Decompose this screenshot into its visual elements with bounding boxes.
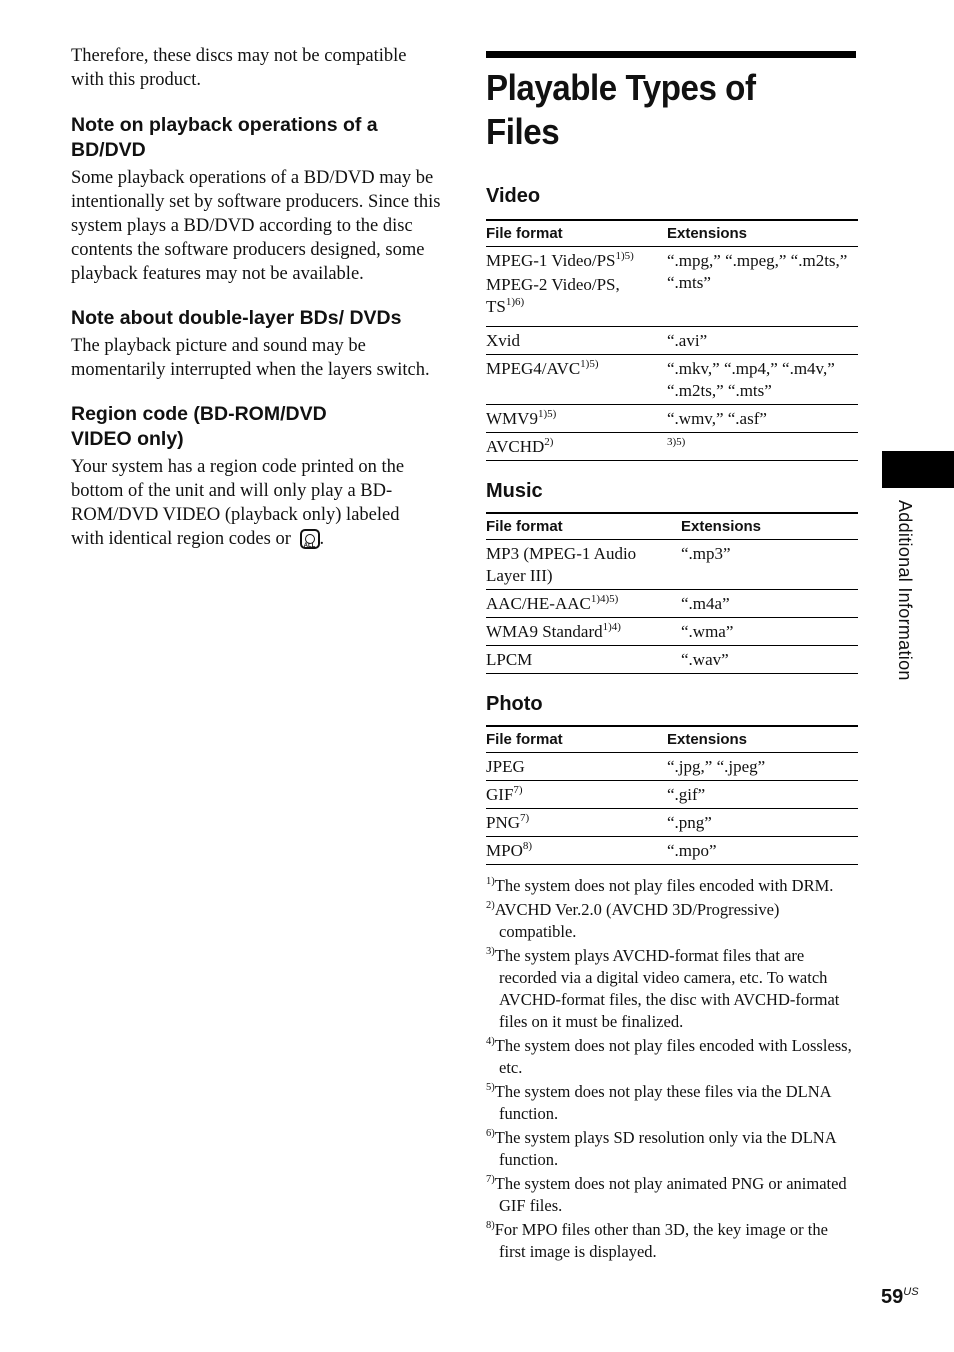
extensions-cell: “.gif” [667, 781, 858, 809]
region-all-icon: ALL [300, 529, 320, 549]
format-cell: $WMV9^{1)5)}$ [486, 405, 667, 433]
table-row [486, 590, 858, 618]
col-file-format: File format [486, 726, 667, 753]
region-code-text: Your system has a region code printed on the bottom of the unit and will only play a BD-ROM/DVD VIDEO (playback only) labeled with identical region codes or [71, 457, 405, 549]
extensions-cell: “.png” [667, 809, 858, 837]
extensions-cell: “.wmv,” “.asf” [667, 405, 858, 433]
extensions-cell: “.mp3” [681, 540, 858, 590]
section-body-playback: Some playback operations of a BD/DVD may be intentionally set by software producers. Since this system plays a BD/DVD according to the disc contents the software producers designed, some playback features may not be available. [71, 168, 441, 284]
region-code-period: . [319, 529, 325, 549]
footnote: $^{7)}$The system does not play animated PNG or animated GIF files. [486, 1174, 847, 1215]
extensions-cell: “.wav” [681, 646, 858, 674]
format-cell: AVCHD$^{2)}$ [486, 433, 667, 461]
col-file-format: File format [486, 220, 667, 247]
format-cell: PNG$^{7)}$ [486, 809, 667, 837]
page-title: Playable Types of Files [486, 67, 756, 152]
music-heading: Music [486, 480, 543, 502]
section-body-double-layer: The playback picture and sound may be momentarily interrupted when the layers switch. [71, 336, 430, 380]
format-cell: LPCM [486, 646, 681, 674]
photo-heading: Photo [486, 693, 543, 715]
col-extensions: Extensions [667, 220, 858, 247]
footnote: $^{4)}$The system does not play files encoded with Lossless, etc. [486, 1036, 852, 1077]
table-row [486, 646, 858, 674]
format-cell: GIF$^{7)}$ [486, 781, 667, 809]
section-heading-double-layer: Note about double-layer BDs/ DVDs [71, 307, 402, 329]
extensions-cell: “.mpg,” “.mpeg,” “.m2ts,” “.mts” [667, 247, 858, 327]
footnote: $^{6)}$The system plays SD resolution only via the DLNA function. [486, 1128, 836, 1169]
intro-text: Therefore, these discs may not be compatible with this product. [71, 46, 407, 90]
music-table [486, 512, 858, 674]
table-header-row [486, 513, 858, 540]
format-cell: $MPEG4/AVC^{1)5)}$ [486, 355, 667, 405]
table-header-row [486, 726, 858, 753]
video-heading: Video [486, 185, 541, 207]
table-row [486, 433, 858, 461]
left-column [71, 44, 446, 551]
footnote: $^{8)}$For MPO files other than 3D, the key image or the first image is displayed. [486, 1220, 828, 1261]
col-extensions: Extensions [681, 513, 858, 540]
col-extensions: Extensions [667, 726, 858, 753]
format-cell: AAC/$HE-AAC^{1)4)5)}$ [486, 590, 681, 618]
table-row [486, 809, 858, 837]
table-row [486, 247, 858, 327]
right-column [486, 51, 858, 1265]
section-body-region-code [71, 455, 431, 551]
footnotes [486, 875, 858, 1263]
table-row [486, 618, 858, 646]
section-tab-label: Additional Information [895, 500, 915, 681]
section-heading-playback: Note on playback operations of a BD/DVD [71, 114, 378, 161]
page-suffix: US [903, 1286, 919, 1298]
footnote: $^{2)}$AVCHD Ver.2.0 (AVCHD 3D/Progressive) compatible. [486, 900, 780, 941]
extensions-cell: “.mkv,” “.mp4,” “.m4v,” “.m2ts,” “.mts” [667, 355, 858, 405]
photo-table [486, 725, 858, 865]
table-row [486, 540, 858, 590]
footnote: $^{1)}$The system does not play files encoded with DRM. [486, 876, 834, 895]
extensions-cell: “.m4a” [681, 590, 858, 618]
section-tab-marker [882, 451, 954, 488]
format-line: MPEG-1 Video/$PS^{1)5)}$ [486, 250, 634, 270]
extensions-cell: “.jpg,” “.jpeg” [667, 753, 858, 781]
format-cell: MPO$^{8)}$ [486, 837, 667, 865]
format-cell: JPEG [486, 753, 667, 781]
footnote: $^{5)}$The system does not play these files via the DLNA function. [486, 1082, 831, 1123]
table-header-row [486, 220, 858, 247]
video-table [486, 219, 858, 461]
footnote: $^{3)}$The system plays AVCHD-format files that are recorded via a digital video camera, etc. To watch AVCHD-format files, the disc with AVCHD-format files on it must be finalized. [486, 946, 840, 1031]
table-row [486, 781, 858, 809]
col-file-format: File format [486, 513, 681, 540]
format-cell: Xvid [486, 327, 667, 355]
format-line: MPEG-2 Video/PS, $TS^{1)6)}$ [486, 275, 620, 316]
table-row [486, 753, 858, 781]
extensions-cell: “.mpo” [667, 837, 858, 865]
page-number: $59^{US}$ [881, 1286, 919, 1308]
format-cell: MP3 (MPEG-1 Audio Layer III) [486, 540, 681, 590]
table-row [486, 355, 858, 405]
extensions-cell: “.avi” [667, 327, 858, 355]
table-row [486, 327, 858, 355]
extensions-cell: “.wma” [681, 618, 858, 646]
table-row [486, 405, 858, 433]
section-heading-region-code: Region code (BD-ROM/DVD VIDEO only) [71, 403, 327, 450]
format-cell: WMA9 Standard$^{1)4)}$ [486, 618, 681, 646]
title-rule [486, 51, 856, 58]
extensions-cell: 3)5) [667, 433, 858, 461]
table-row [486, 837, 858, 865]
format-cell [486, 247, 667, 327]
